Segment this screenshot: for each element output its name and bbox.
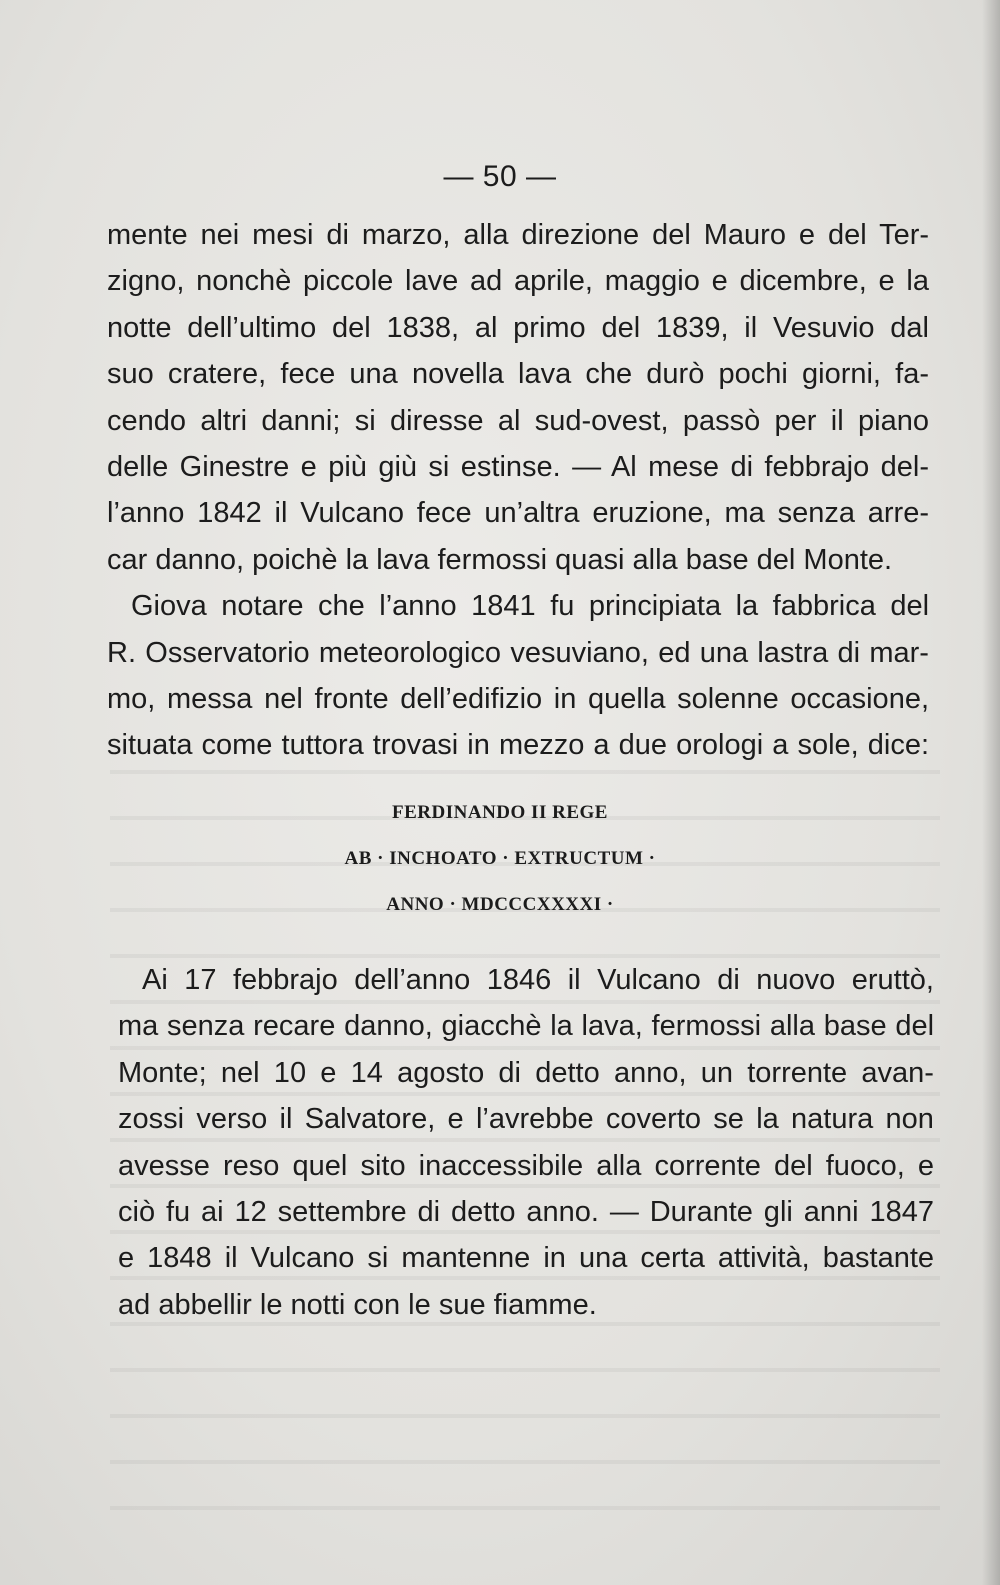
- text-line: car danno, poichè la lava fermossi quasi alla base del Monte.: [107, 543, 893, 576]
- text-line: situata come tuttora trovasi in mezzo a due orologi a sole, dice:: [107, 729, 930, 762]
- text-line: suo cratere, fece una novella lava che durò pochi giorni, fa-: [107, 358, 929, 391]
- inscription-line: ANNO · MDCCCXXXXI ·: [386, 894, 614, 915]
- text-line: mo, messa nel fronte dell’edifizio in quella solenne occasione,: [107, 682, 930, 715]
- text-line: R. Osservatorio meteorologico vesuviano, ed una lastra di mar-: [107, 636, 929, 669]
- text-line: cendo altri danni; si diresse al sud-ovest, passò per il piano: [107, 404, 929, 437]
- text-block-upper: [107, 212, 929, 769]
- text-line: zigno, nonchè piccole lave ad aprile, maggio e dicembre, e la: [107, 265, 929, 298]
- text-line: notte dell’ultimo del 1838, al primo del 1839, il Vesuvio dal: [107, 311, 929, 344]
- text-block-lower: [118, 957, 934, 1328]
- text-line: avesse reso quel sito inaccessibile alla corrente del fuoco, e: [118, 1149, 934, 1182]
- text-line: ma senza recare danno, giacchè la lava, fermossi alla base del: [118, 1010, 935, 1043]
- text-line: mente nei mesi di marzo, alla direzione del Mauro e del Ter-: [107, 219, 930, 251]
- inscription-line: AB · INCHOATO · EXTRUCTUM ·: [344, 848, 656, 869]
- text-line: e 1848 il Vulcano si mantenne in una certa attività, bastante: [118, 1242, 935, 1275]
- text-line: Monte; nel 10 e 14 agosto di detto anno, un torrente avan-: [118, 1056, 934, 1089]
- inscription-line: FERDINANDO II REGE: [392, 802, 608, 823]
- page-number: — 50 —: [443, 160, 557, 193]
- text-line: l’anno 1842 il Vulcano fece un’altra eruzione, ma senza arre-: [107, 497, 930, 530]
- text-line: zossi verso il Salvatore, e l’avrebbe coverto se la natura non: [118, 1103, 934, 1136]
- text-line: delle Ginestre e più giù si estinse. — Al mese di febbrajo del-: [107, 450, 929, 483]
- text-line: ad abbellir le notti con le sue fiamme.: [118, 1288, 597, 1321]
- text-line: Giova notare che l’anno 1841 fu principiata la fabbrica del: [131, 590, 930, 623]
- marble-inscription: [0, 790, 1000, 928]
- text-line: Ai 17 febbrajo dell’anno 1846 il Vulcano di nuovo eruttò,: [142, 964, 934, 996]
- text-line: ciò fu ai 12 settembre di detto anno. — Durante gli anni 1847: [118, 1195, 934, 1228]
